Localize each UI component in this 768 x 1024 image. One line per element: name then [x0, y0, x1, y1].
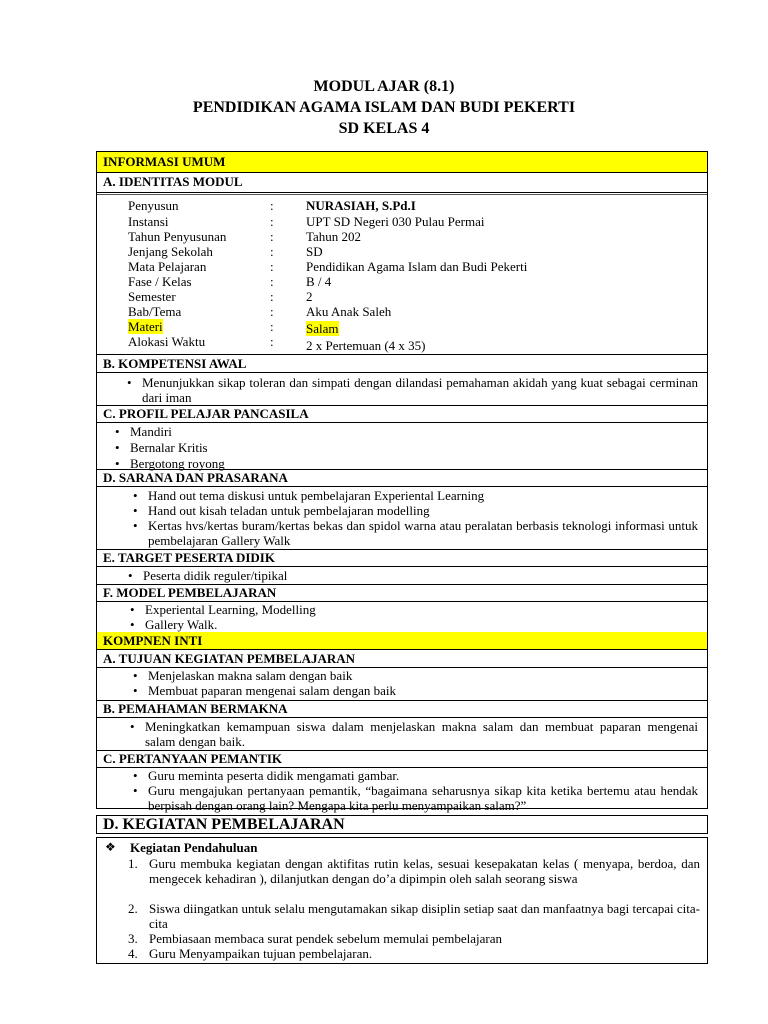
list-item: • Bergotong royong [130, 456, 700, 471]
list-item: • Menjelaskan makna salam dengan baik [148, 668, 698, 683]
section-pertanyaan-pemantik: C. PERTANYAAN PEMANTIK [97, 750, 707, 768]
kegiatan-pendahuluan-box [96, 837, 708, 964]
list-item: • Mandiri [130, 424, 700, 439]
section-kegiatan-pembelajaran: D. KEGIATAN PEMBELAJARAN [103, 816, 345, 833]
list-item: • Hand out tema diskusi untuk pembelajaran Experiental Learning [148, 488, 698, 503]
list-item: 3. Pembiasaan membaca surat pendek sebelum memulai pembelajaran [128, 931, 503, 946]
list-item: • Membuat paparan mengenai salam dengan baik [148, 683, 698, 698]
section-informasi-umum: INFORMASI UMUM [97, 152, 707, 173]
section-target-peserta: E. TARGET PESERTA DIDIK [97, 549, 707, 567]
list-item: • Menunjukkan sikap toleran dan simpati dengan dilandasi pemahaman akidah yang kuat sebagai cerminan dari iman [142, 375, 698, 405]
subject-title: PENDIDIKAN AGAMA ISLAM DAN BUDI PEKERTI [192, 99, 576, 116]
list-item: 1. Guru membuka kegiatan dengan aktifitas rutin kelas, sesuai kesepakatan kelas ( menyapa, berdoa, dan mengecek kehadiran ), dilanjutkan dengan do’a dipimpin oleh salah seorang siswa [128, 856, 700, 886]
info-umum-box: INFORMASI UMUM A. IDENTITAS MODUL Penyusun : NURASIAH, S.Pd.I Instansi : UPT SD Negeri 030 Pulau Permai Tahun Penyusunan : Tahun 202 Jenjang Sekolah : SD Mata Pelajaran : Pendidikan Agama Islam dan Budi Pekerti Fase / Kelas : B / 4 Semester : 2 Bab/Tema : Aku Anak Saleh Materi : Salam Alokasi Waktu : 2 x Pertemuan (4 x 35) [96, 151, 708, 354]
sections-box [96, 354, 708, 813]
sub-heading-kegiatan-pendahuluan: Kegiatan Pendahuluan [130, 840, 258, 855]
list-item: • Bernalar Kritis [130, 440, 700, 455]
list-item: • Kertas hvs/kertas buram/kertas bekas dan spidol warna atau peralatan berbasis teknologi informasi untuk pembelajaran Gallery Walk [148, 518, 698, 548]
section-model-pembelajaran: F. MODEL PEMBELAJARAN [97, 584, 707, 602]
list-item: • Peserta didik reguler/tipikal [143, 568, 713, 583]
list-item: • Guru meminta peserta didik mengamati gambar. [148, 768, 698, 783]
section-komponen-inti: KOMPNEN INTI [97, 632, 707, 650]
list-item: 4. Guru Menyampaikan tujuan pembelajaran. [128, 946, 373, 961]
diamond-bullet-icon: ❖ [105, 840, 116, 854]
section-tujuan-kegiatan: A. TUJUAN KEGIATAN PEMBELAJARAN [97, 650, 707, 668]
list-item: 2. Siswa diingatkan untuk selalu mengutamakan sikap disiplin setiap saat dan manfaatnya bagi tercapai cita-cita [128, 901, 700, 931]
section-sarana-prasarana: D. SARANA DAN PRASARANA [97, 469, 707, 487]
list-item: • Meningkatkan kemampuan siswa dalam menjelaskan makna salam dan membuat paparan mengenai salam dengan baik. [145, 719, 698, 749]
section-profil-pancasila: C. PROFIL PELAJAR PANCASILA [97, 405, 707, 423]
section-pemahaman-bermakna: B. PEMAHAMAN BERMAKNA [97, 700, 707, 718]
list-item: • Gallery Walk. [145, 617, 715, 632]
module-title: MODUL AJAR (8.1) [313, 78, 455, 95]
list-item: • Guru mengajukan pertanyaan pemantik, “bagaimana seharusnya sikap kita ketika bertemu atau hendak berpisah dengan orang lain? Mengapa kita perlu menyampaikan salam?” [148, 783, 698, 813]
section-identitas-modul: A. IDENTITAS MODUL [103, 174, 243, 189]
list-item: • Experiental Learning, Modelling [145, 602, 715, 617]
class-title: SD KELAS 4 [338, 120, 430, 137]
list-item: • Hand out kisah teladan untuk pembelajaran modelling [148, 503, 698, 518]
kegiatan-heading-box [96, 815, 708, 834]
section-kompetensi-awal: B. KOMPETENSI AWAL [97, 355, 707, 373]
